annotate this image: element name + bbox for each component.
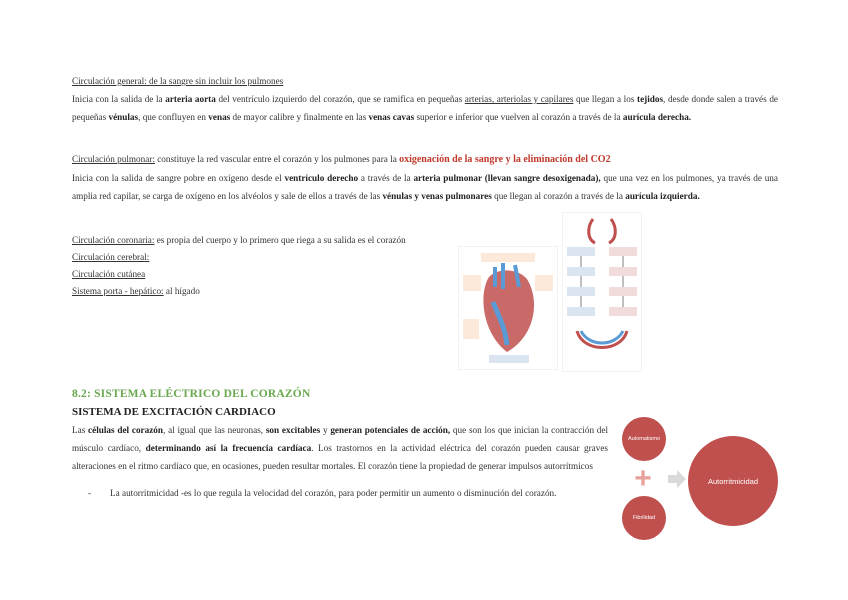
bold-run: ventrículo derecho (284, 173, 359, 183)
pulmonary-circulation-title: Circulación pulmonar: (72, 154, 155, 164)
coronary-title: Circulación coronaria: (72, 235, 155, 245)
illustration-label-box (535, 275, 553, 291)
list-item (72, 283, 406, 300)
flow-box (567, 247, 595, 256)
text-run: , que confluyen en (138, 112, 209, 122)
list-item (72, 249, 406, 266)
cutaneous-title: Circulación cutánea (72, 269, 146, 279)
text-run: que una vez en los pulmones, ya través de una amplia red capilar, se carga de oxígeno en los alvéolos y sale de ellos a través de las (72, 173, 778, 201)
flow-box (609, 247, 637, 256)
text-run: que llegan al corazón a través de la (491, 191, 626, 201)
text-run: superior e inferior que vuelven al corazón a través de la (414, 112, 623, 122)
illustration-label-box (489, 355, 529, 363)
bullet-dash: - (88, 488, 92, 498)
bold-run: son excitables (265, 425, 321, 435)
flow-box (609, 287, 637, 296)
autorritmicidad-circle (688, 436, 778, 526)
cerebral-title: Circulación cerebral: (72, 252, 150, 262)
flow-box (567, 307, 595, 316)
portal-title: Sistema porta - hepático: (72, 286, 164, 296)
illustration-label-box (463, 319, 479, 339)
bold-run: generan potenciales de acción, (330, 425, 451, 435)
list-item (72, 232, 406, 249)
electrical-system-paragraph (72, 421, 608, 475)
general-circulation-title: Circulación general: de la sangre sin incluir los pulmones (72, 76, 284, 86)
text-run: que son los que inician la contracción del músculo cardíaco, (72, 425, 609, 453)
flow-box (567, 267, 595, 276)
arrow-right-icon (668, 470, 686, 488)
text-run: , al igual que las neuronas, (163, 425, 266, 435)
bold-run: venas cavas (368, 112, 415, 122)
bold-run: determinando así la frecuencia cardíaca (145, 443, 312, 453)
flow-box (609, 307, 637, 316)
text-run: al hígado (163, 286, 200, 296)
illustration-label-box (481, 253, 535, 262)
bold-run: venas (208, 112, 231, 122)
circulation-types-list (72, 232, 406, 300)
text-run: del ventrículo izquierdo del corazón, que se ramifica en pequeñas (215, 94, 465, 104)
text-run: Inicia con la salida de la (72, 94, 166, 104)
plus-icon: + (634, 462, 652, 495)
highlight-run: oxigenación de la sangre y la eliminación del CO2 (399, 154, 611, 165)
general-circulation-paragraph (72, 72, 778, 126)
text-run: es propia del cuerpo y lo primero que riega a su salida es el corazón (154, 235, 406, 245)
text-run: de mayor calibre y finalmente en las (230, 112, 369, 122)
list-item (72, 266, 406, 283)
bold-run: aurícula derecha. (622, 112, 692, 122)
text-run: constituye la red vascular entre el corazón y los pulmones para la (154, 154, 400, 164)
underlined-run: arterias, arteriolas y capilares (464, 94, 574, 104)
bold-run: tejidos (637, 94, 664, 104)
bullet-text: La autorritmicidad -es lo que regula la velocidad del corazón, para poder permitir un aumento o disminución del corazón. (110, 488, 557, 498)
text-run: Las (72, 425, 89, 435)
text-run: y (320, 425, 331, 435)
text-run: que llegan a los (573, 94, 638, 104)
illustration-label-box (463, 275, 481, 291)
bold-run: vénulas (108, 112, 139, 122)
text-run: a través de la (358, 173, 414, 183)
bold-run: aurícula izquierda. (625, 191, 700, 201)
bold-run: arteria pulmonar (llevan sangre desoxigenada), (413, 173, 601, 183)
text-run: . Los trastornos en la actividad eléctrica del corazón pueden causar graves alteraciones en el ritmo cardíaco que, en ocasiones, pueden resultar mortales. El corazón tiene la propiedad de generar impulsos autorrítmicos (72, 443, 608, 471)
circle-label: Autorritmicidad (707, 476, 759, 486)
circulation-flow-illustration (562, 212, 642, 372)
text-run: , desde donde salen a través de pequeñas (72, 94, 778, 122)
fibrilidad-circle (622, 496, 666, 540)
circle-label: Fibrilidad (632, 515, 656, 521)
bold-run: arteria aorta (165, 94, 216, 104)
pulmonary-circulation-paragraph (72, 150, 778, 205)
section-title: 8.2: SISTEMA ELÉCTRICO DEL CORAZÓN (72, 388, 311, 400)
flow-box (609, 267, 637, 276)
automatismo-circle (622, 417, 666, 461)
section-subtitle: SISTEMA DE EXCITACIÓN CARDIACO (72, 406, 276, 418)
text-run: Inicia con la salida de sangre pobre en oxígeno desde el (72, 173, 285, 183)
bold-run: células del corazón (88, 425, 163, 435)
bullet-item (88, 488, 556, 498)
heart-anatomy-illustration (458, 246, 558, 370)
bold-run: vénulas y venas pulmonares (382, 191, 492, 201)
flow-box (567, 287, 595, 296)
circle-label: Automatismo (627, 436, 661, 442)
